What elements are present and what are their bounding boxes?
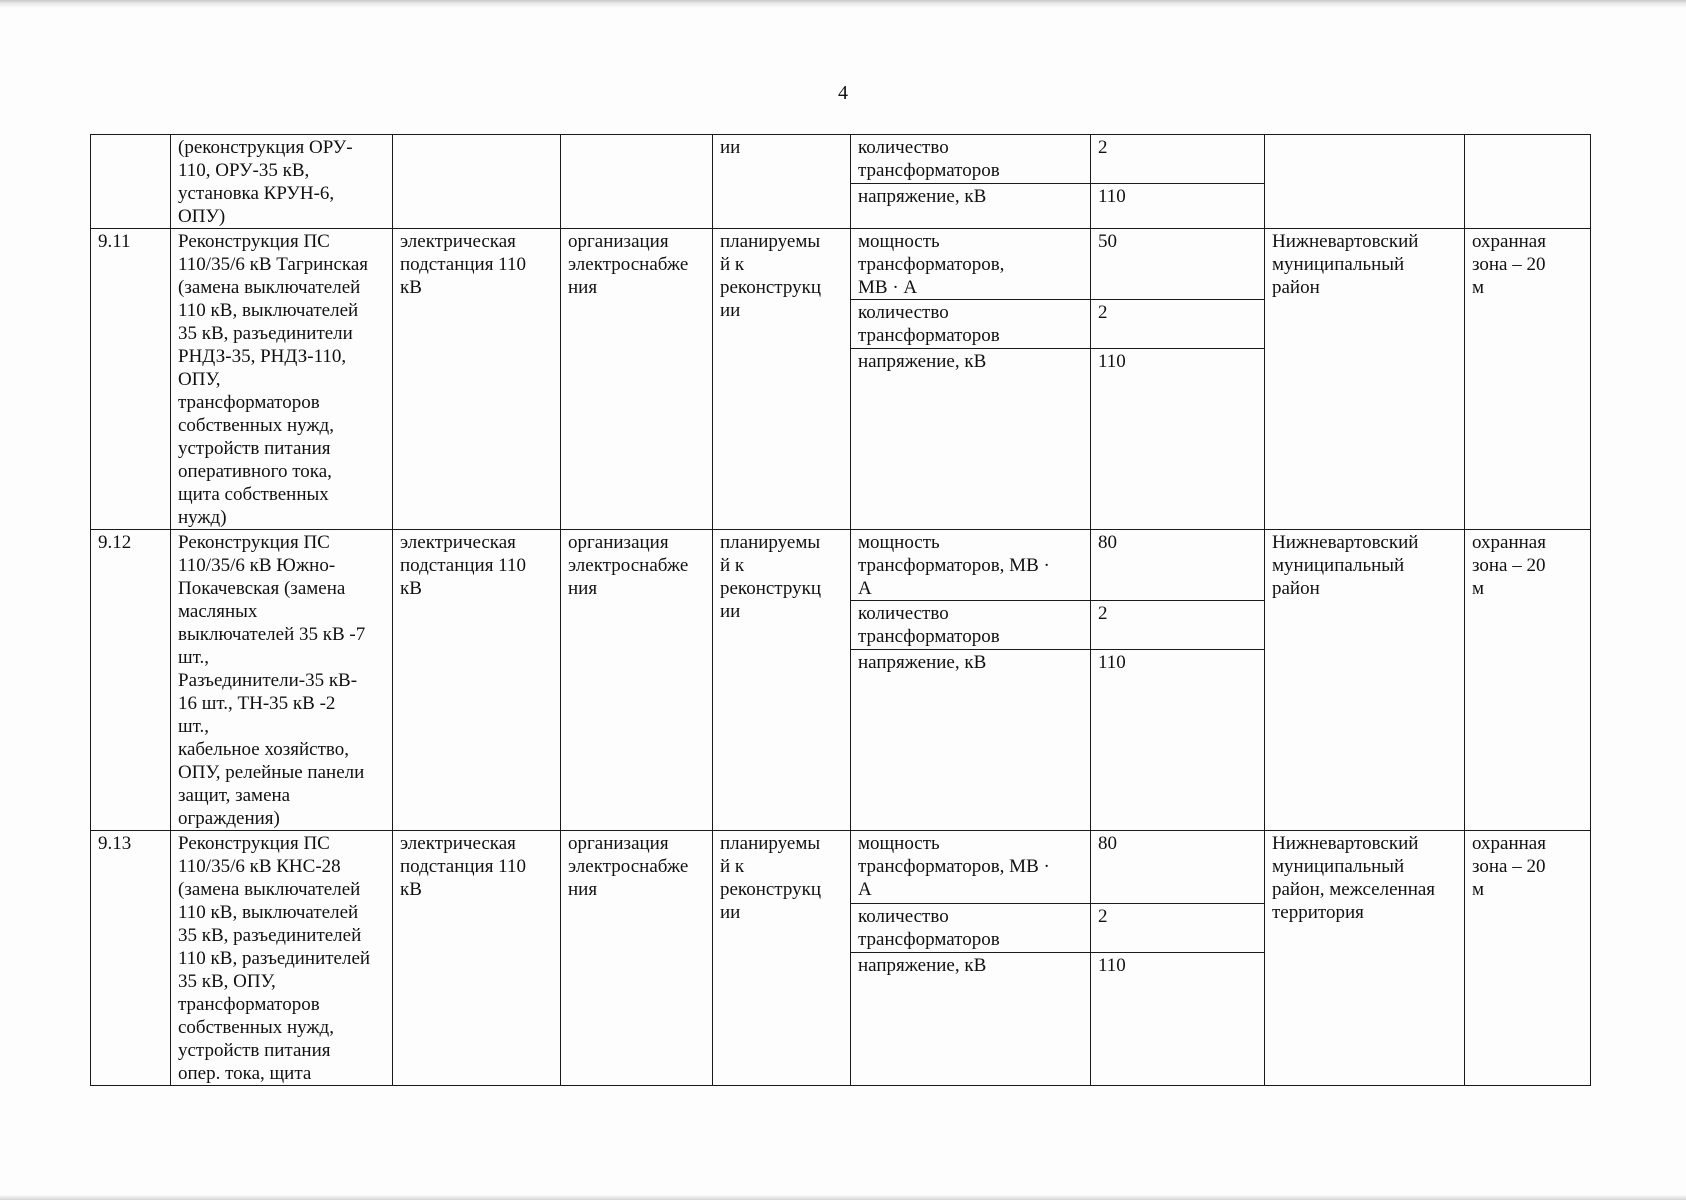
- cell-param-value: 2: [1091, 903, 1265, 952]
- cell-num: 9.12: [91, 530, 171, 831]
- cell-param-name: количество трансформаторов: [851, 601, 1091, 649]
- cell-zone: охранная зона – 20 м: [1465, 831, 1591, 1086]
- table-row-continuation: [91, 135, 1591, 184]
- cell-param-name: напряжение, кВ: [851, 649, 1091, 830]
- cell-status: планируемы й к реконструкц ии: [713, 530, 851, 831]
- table-row: [91, 229, 1591, 300]
- cell-param-value: 50: [1091, 229, 1265, 300]
- scan-edge-bottom: [0, 1195, 1686, 1200]
- cell-location: Нижневартовский муниципальный район: [1265, 229, 1465, 530]
- scan-edge-top: [0, 0, 1686, 8]
- cell-purpose: организация электроснабже ния: [561, 229, 713, 530]
- cell-param-name: мощность трансформаторов, МВ · А: [851, 530, 1091, 601]
- cell-param-value: 110: [1091, 183, 1265, 228]
- cell-param-value: 80: [1091, 831, 1265, 904]
- cell-param-name: количество трансформаторов: [851, 135, 1091, 184]
- cell-param-name: мощность трансформаторов, МВ · А: [851, 229, 1091, 300]
- cell-zone: [1465, 135, 1591, 229]
- cell-param-name: мощность трансформаторов, МВ · А: [851, 831, 1091, 904]
- cell-object-type: электрическая подстанция 110 кВ: [393, 229, 561, 530]
- cell-param-name: количество трансформаторов: [851, 903, 1091, 952]
- cell-num: 9.11: [91, 229, 171, 530]
- cell-param-name: напряжение, кВ: [851, 952, 1091, 1085]
- cell-param-value: 80: [1091, 530, 1265, 601]
- cell-description: (реконструкция ОРУ- 110, ОРУ-35 кВ, установка КРУН-6, ОПУ): [171, 135, 393, 229]
- cell-status: планируемы й к реконструкц ии: [713, 229, 851, 530]
- table-row: [91, 530, 1591, 601]
- cell-param-value: 110: [1091, 649, 1265, 830]
- cell-location: Нижневартовский муниципальный район, межселенная территория: [1265, 831, 1465, 1086]
- cell-status: ии: [713, 135, 851, 229]
- cell-object-type: электрическая подстанция 110 кВ: [393, 530, 561, 831]
- cell-param-value: 2: [1091, 601, 1265, 649]
- cell-param-name: количество трансформаторов: [851, 300, 1091, 348]
- cell-param-value: 110: [1091, 348, 1265, 529]
- page-number: 4: [838, 82, 848, 104]
- table-row: [91, 831, 1591, 904]
- cell-zone: охранная зона – 20 м: [1465, 229, 1591, 530]
- cell-zone: охранная зона – 20 м: [1465, 530, 1591, 831]
- cell-location: Нижневартовский муниципальный район: [1265, 530, 1465, 831]
- cell-object-type: [393, 135, 561, 229]
- cell-num: 9.13: [91, 831, 171, 1086]
- cell-param-value: 2: [1091, 300, 1265, 348]
- cell-object-type: электрическая подстанция 110 кВ: [393, 831, 561, 1086]
- cell-param-value: 2: [1091, 135, 1265, 184]
- cell-description: Реконструкция ПС 110/35/6 кВ Южно- Покачевская (замена масляных выключателей 35 кВ -7 шт., Разъединители-35 кВ- 16 шт., ТН-35 кВ -2 шт., кабельное хозяйство, ОПУ, релейные панели защит, замена ограждения): [171, 530, 393, 831]
- cell-param-name: напряжение, кВ: [851, 183, 1091, 228]
- cell-location: [1265, 135, 1465, 229]
- cell-param-value: 110: [1091, 952, 1265, 1085]
- cell-purpose: организация электроснабже ния: [561, 530, 713, 831]
- cell-purpose: организация электроснабже ния: [561, 831, 713, 1086]
- cell-num: [91, 135, 171, 229]
- cell-purpose: [561, 135, 713, 229]
- cell-description: Реконструкция ПС 110/35/6 кВ КНС-28 (замена выключателей 110 кВ, выключателей 35 кВ, разъединителей 110 кВ, разъединителей 35 кВ, ОПУ, трансформаторов собственных нужд, устройств питания опер. тока, щита: [171, 831, 393, 1086]
- cell-param-name: напряжение, кВ: [851, 348, 1091, 529]
- objects-table: [90, 134, 1591, 1086]
- cell-status: планируемы й к реконструкц ии: [713, 831, 851, 1086]
- cell-description: Реконструкция ПС 110/35/6 кВ Тагринская (замена выключателей 110 кВ, выключателей 35 кВ, разъединители РНДЗ-35, РНДЗ-110, ОПУ, трансформаторов собственных нужд, устройств питания оперативного тока, щита собственных нужд): [171, 229, 393, 530]
